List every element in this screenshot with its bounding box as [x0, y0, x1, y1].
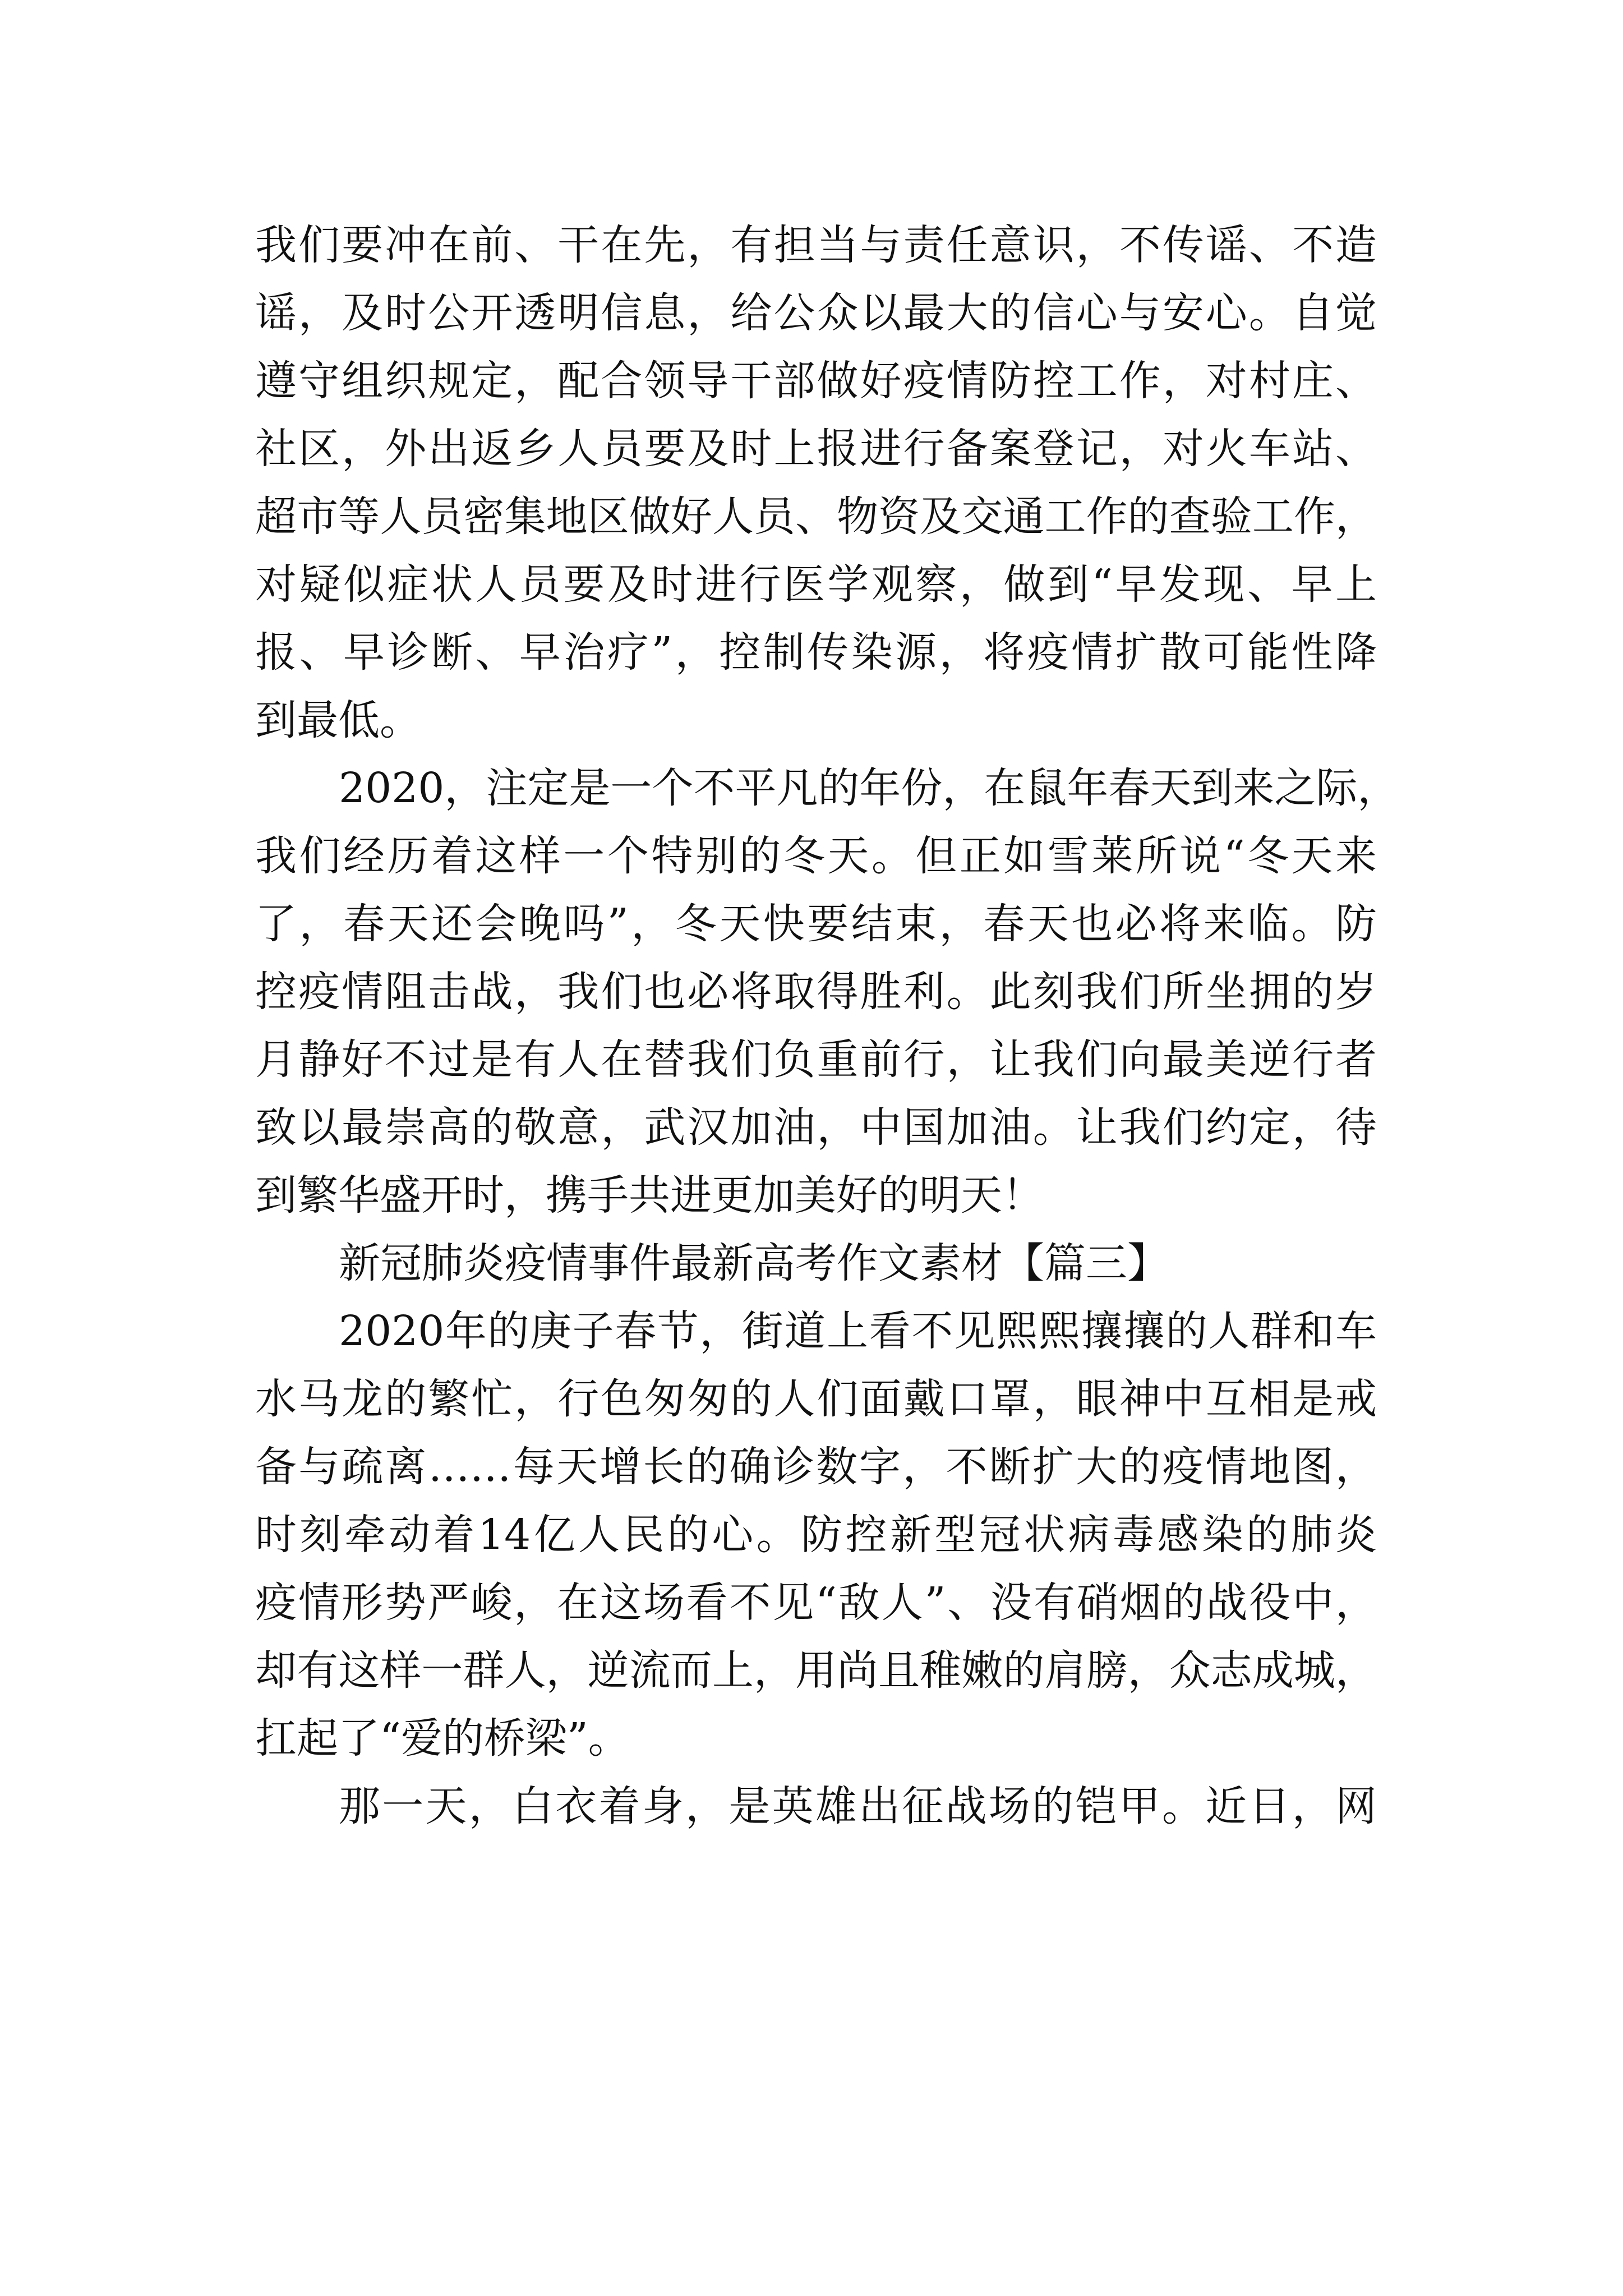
paragraph-line: 我们要冲在前、干在先，有担当与责任意识，不传谣、不造 [255, 221, 1377, 269]
paragraph-line: 扛起了“爱的桥梁”。 [255, 1714, 630, 1763]
paragraph-line: 月静好不过是有人在替我们负重前行，让我们向最美逆行者 [255, 1036, 1377, 1084]
paragraph-line: 2020年的庚子春节，街道上看不见熙熙攘攘的人群和车 [339, 1307, 1377, 1355]
paragraph-line: 水马龙的繁忙，行色匆匆的人们面戴口罩，眼神中互相是戒 [255, 1375, 1377, 1423]
paragraph-line: 却有这样一群人，逆流而上，用尚且稚嫩的肩膀，众志成城， [255, 1646, 1377, 1695]
paragraph-line: 控疫情阻击战，我们也必将取得胜利。此刻我们所坐拥的岁 [255, 968, 1377, 1016]
paragraph-line: 到最低。 [255, 696, 421, 744]
paragraph-line: 了，春天还会晚吗”，冬天快要结束，春天也必将来临。防 [255, 900, 1377, 948]
paragraph-line: 那一天，白衣着身，是英雄出征战场的铠甲。近日，网 [339, 1782, 1377, 1830]
paragraph-line: 社区，外出返乡人员要及时上报进行备案登记，对火车站、 [255, 425, 1377, 473]
paragraph-line: 超市等人员密集地区做好人员、物资及交通工作的查验工作， [255, 493, 1377, 541]
paragraph-line: 致以最崇高的敬意，武汉加油，中国加油。让我们约定，待 [255, 1103, 1377, 1152]
paragraph-line: 我们经历着这样一个特别的冬天。但正如雪莱所说“冬天来 [255, 832, 1377, 880]
paragraph-line: 备与疏离……每天增长的确诊数字，不断扩大的疫情地图， [255, 1443, 1377, 1491]
paragraph-line: 对疑似症状人员要及时进行医学观察，做到“早发现、早上 [255, 560, 1377, 609]
paragraph-line: 谣，及时公开透明信息，给公众以最大的信心与安心。自觉 [255, 289, 1377, 337]
section-heading: 新冠肺炎疫情事件最新高考作文素材【篇三】 [339, 1239, 1169, 1287]
paragraph-line: 遵守组织规定，配合领导干部做好疫情防控工作，对村庄、 [255, 357, 1377, 405]
paragraph-line: 疫情形势严峻，在这场看不见“敌人”、没有硝烟的战役中， [255, 1579, 1377, 1627]
paragraph-line: 到繁华盛开时，携手共进更加美好的明天！ [255, 1171, 1044, 1220]
paragraph-line: 时刻牵动着14亿人民的心。防控新型冠状病毒感染的肺炎 [255, 1511, 1377, 1559]
paragraph-line: 报、早诊断、早治疗”，控制传染源，将疫情扩散可能性降 [255, 628, 1377, 677]
paragraph-line: 2020，注定是一个不平凡的年份，在鼠年春天到来之际， [339, 764, 1399, 812]
